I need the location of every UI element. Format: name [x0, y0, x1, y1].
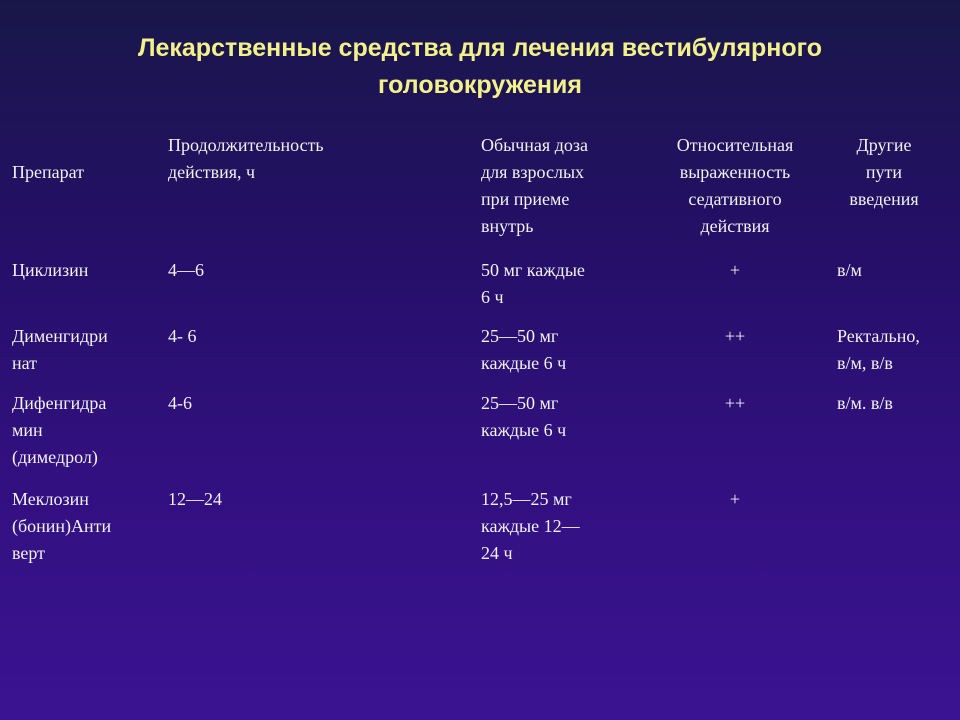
- header-dose: Обычная доза для взрослых при приеме внутрь: [481, 135, 588, 236]
- cell-dose: 25—50 мг каждые 6 ч: [481, 326, 567, 373]
- cell-drug: Дименгидри нат: [12, 326, 108, 373]
- cell-drug: Меклозин (бонин)Анти верт: [12, 489, 112, 563]
- cell-routes: Ректально, в/м, в/в: [837, 326, 920, 373]
- cell-sedation: +: [729, 260, 741, 280]
- cell-sedation: ++: [724, 393, 746, 413]
- cell-duration: 4- 6: [168, 326, 197, 346]
- cell-duration: 12—24: [168, 489, 222, 509]
- header-drug: Препарат: [12, 162, 84, 182]
- header-routes: Другие пути введения: [849, 135, 919, 209]
- title-line-1: Лекарственные средства для лечения вестибулярного: [137, 34, 823, 62]
- cell-drug: Дифенгидра мин (димедрол): [12, 393, 107, 467]
- header-sedation: Относительная выраженность седативного действия: [676, 135, 794, 236]
- cell-dose: 50 мг каждые 6 ч: [481, 260, 585, 307]
- cell-dose: 25—50 мг каждые 6 ч: [481, 393, 567, 440]
- cell-sedation: +: [729, 489, 741, 509]
- cell-duration: 4—6: [168, 260, 204, 280]
- cell-sedation: ++: [724, 326, 746, 346]
- cell-routes: в/м. в/в: [837, 393, 893, 413]
- cell-routes: в/м: [837, 260, 862, 280]
- cell-dose: 12,5—25 мг каждые 12— 24 ч: [481, 489, 580, 563]
- slide-title: [0, 30, 960, 104]
- cell-duration: 4-6: [168, 393, 192, 413]
- header-duration: Продолжительность действия, ч: [168, 135, 324, 182]
- cell-drug: Циклизин: [12, 260, 89, 280]
- title-line-2: головокружения: [378, 71, 582, 99]
